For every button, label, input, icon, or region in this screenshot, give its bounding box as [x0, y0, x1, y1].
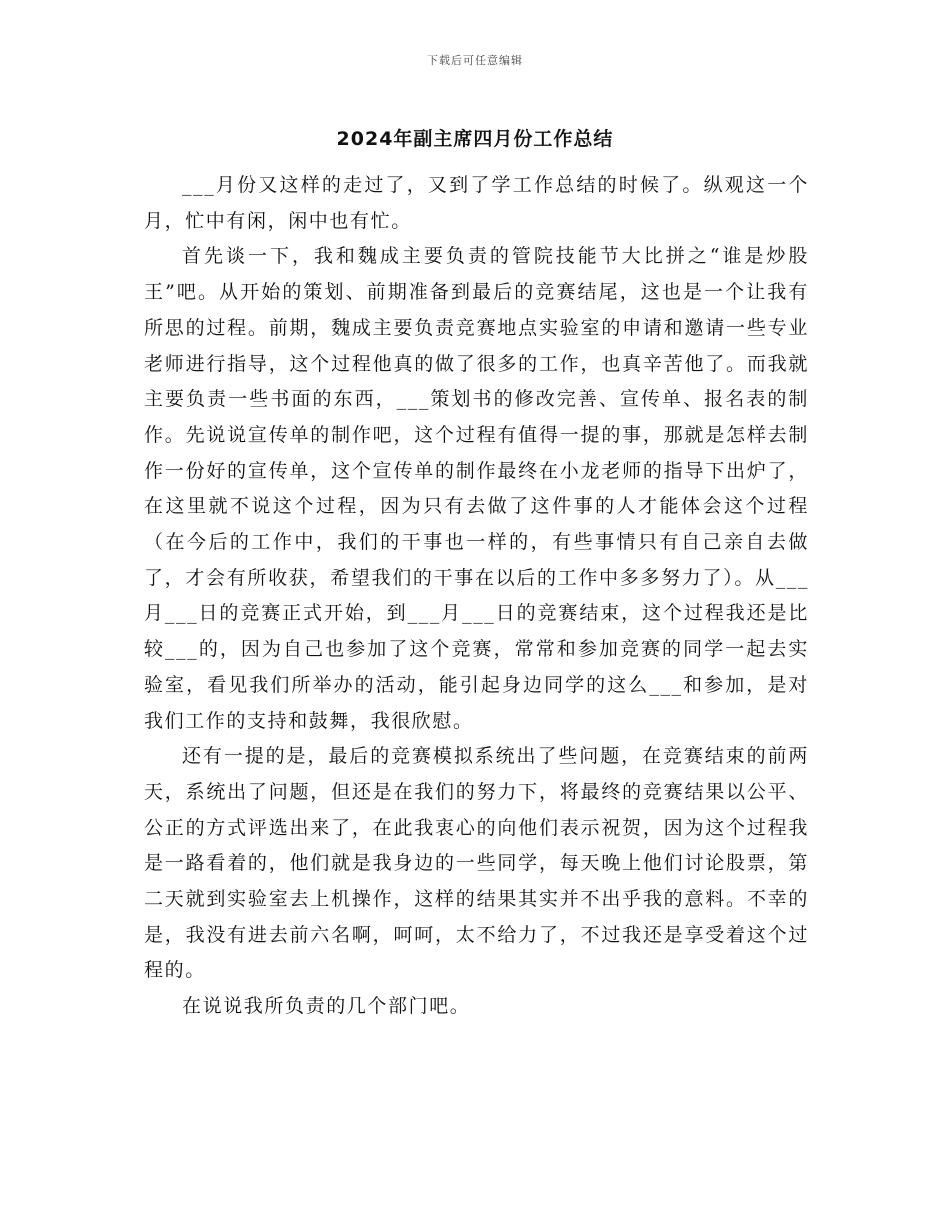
document-body [144, 168, 809, 1025]
paragraph: 还有一提的是，最后的竞赛模拟系统出了些问题，在竞赛结束的前两天，系统出了问题，但还是在我们的努力下，将最终的竞赛结果以公平、公正的方式评选出来了，在此我衷心的向他们表示祝贺，因为这个过程我是一路看着的，他们就是我身边的一些同学，每天晚上他们讨论股票，第二天就到实验室去上机操作，这样的结果其实并不出乎我的意料。不幸的是，我没有进去前六名啊，呵呵，太不给力了，不过我还是享受着这个过程的。 [144, 745, 809, 982]
document-title: 2024年副主席四月份工作总结 [336, 128, 614, 150]
page-header: 下载后可任意编辑 [427, 54, 523, 67]
paragraph: ___月份又这样的走过了，又到了学工作总结的时候了。纵观这一个月，忙中有闲，闲中也有忙。 [144, 174, 809, 232]
paragraph: 在说说我所负责的几个部门吧。 [182, 995, 471, 1018]
paragraph: 首先谈一下，我和魏成主要负责的管院技能节大比拼之“谁是炒股王”吧。从开始的策划、前期准备到最后的竞赛结尾，这也是一个让我有所思的过程。前期，魏成主要负责竞赛地点实验室的申请和邀请一些专业老师进行指导，这个过程他真的做了很多的工作，也真辛苦他了。而我就主要负责一些书面的东西，___策划书的修改完善、宣传单、报名表的制作。先说说宣传单的制作吧，这个过程有值得一提的事，那就是怎样去制作一份好的宣传单，这个宣传单的制作最终在小龙老师的指导下出炉了，在这里就不说这个过程，因为只有去做了这件事的人才能体会这个过程（在今后的工作中，我们的干事也一样的，有些事情只有自己亲自去做了，才会有所收获，希望我们的干事在以后的工作中多多努力了）。从___月___日的竞赛正式开始，到___月___日的竞赛结束，这个过程我还是比较___的，因为自己也参加了这个竞赛，常常和参加竞赛的同学一起去实验室，看见我们所举办的活动，能引起身边同学的这么___和参加，是对我们工作的支持和鼓舞，我很欣慰。 [144, 245, 809, 732]
